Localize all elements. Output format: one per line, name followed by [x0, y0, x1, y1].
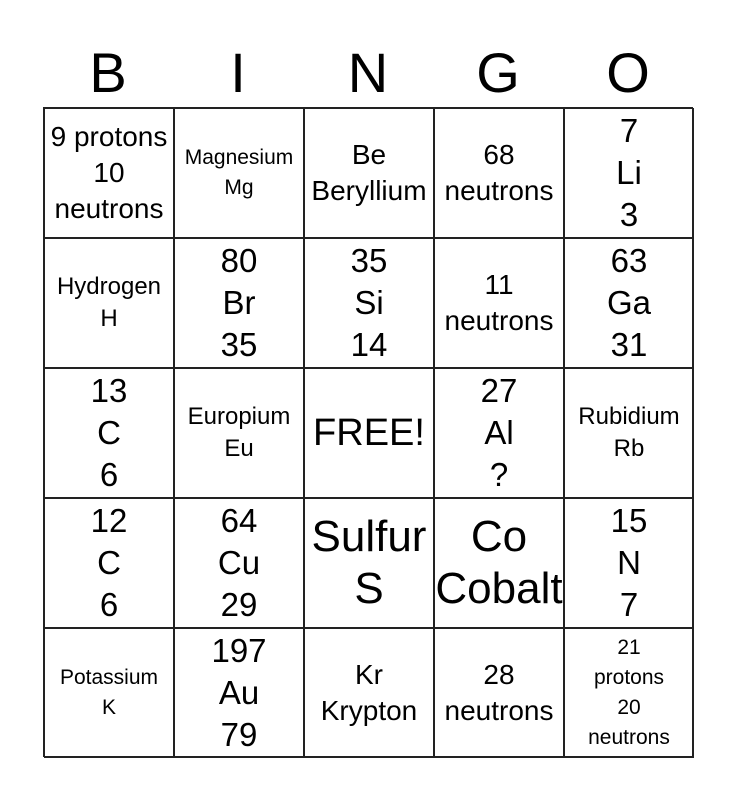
- bingo-cell[interactable]: [174, 238, 304, 368]
- bingo-cell[interactable]: [44, 108, 174, 238]
- cell-text-line: 3: [619, 196, 639, 233]
- cell-text-line: Kr: [355, 659, 383, 690]
- header-letter-g: G: [476, 41, 520, 104]
- bingo-cell[interactable]: [434, 498, 564, 628]
- cell-text-line: neutrons: [444, 175, 554, 206]
- cell-text-line: 35: [220, 326, 258, 363]
- bingo-cell[interactable]: [44, 368, 174, 498]
- header-letter-o: O: [606, 41, 650, 104]
- cell-text-line: Rubidium: [578, 403, 680, 430]
- cell-text-line: 7: [619, 586, 639, 623]
- free-space-cell[interactable]: [304, 368, 434, 498]
- bingo-cell[interactable]: [434, 368, 564, 498]
- cell-text-line: Cu: [217, 544, 261, 581]
- cell-text-line: Krypton: [320, 695, 418, 726]
- cell-text-line: Si: [354, 284, 384, 321]
- cell-text-line: 6: [99, 586, 119, 623]
- cell-text-line: 12: [90, 502, 128, 539]
- cell-text-line: 20: [617, 696, 641, 719]
- cell-text-line: 7: [619, 112, 639, 149]
- header-letter-i: I: [230, 41, 246, 104]
- cell-text-line: 21: [617, 636, 641, 659]
- cell-text-line: Mg: [224, 176, 254, 199]
- cell-text-line: ?: [489, 456, 509, 493]
- cell-text-line: Europium: [187, 403, 291, 430]
- cell-text-line: 14: [350, 326, 388, 363]
- cell-text-line: 63: [610, 242, 648, 279]
- cell-text-line: 15: [610, 502, 648, 539]
- bingo-cell[interactable]: [434, 628, 564, 758]
- cell-text-line: 13: [90, 372, 128, 409]
- cell-text-line: Au: [218, 674, 260, 711]
- cell-text-line: Sulfur: [311, 512, 427, 561]
- cell-text-line: 28: [483, 659, 515, 690]
- cell-text-line: neutrons: [588, 726, 670, 749]
- cell-text-line: Br: [222, 284, 256, 321]
- header-letter-n: N: [347, 41, 389, 104]
- cell-text-line: 64: [220, 502, 258, 539]
- bingo-cell[interactable]: [564, 628, 694, 758]
- cell-text-line: 11: [484, 269, 514, 300]
- cell-text-line: Rb: [613, 435, 645, 462]
- cell-text-line: Beryllium: [311, 175, 427, 206]
- cell-text-line: neutrons: [444, 305, 554, 336]
- bingo-cell[interactable]: [174, 368, 304, 498]
- header-letter-b: B: [89, 41, 127, 104]
- cell-text-line: H: [100, 305, 118, 332]
- cell-text-line: Potassium: [59, 666, 159, 689]
- cell-text-line: Ga: [606, 284, 652, 321]
- cell-text-line: neutrons: [444, 695, 554, 726]
- cell-text-line: 68: [483, 139, 515, 170]
- bingo-cell[interactable]: [304, 238, 434, 368]
- bingo-cell[interactable]: [564, 238, 694, 368]
- cell-text-line: 9 protons: [50, 121, 168, 152]
- cell-text-line: 6: [99, 456, 119, 493]
- bingo-cell[interactable]: [434, 108, 564, 238]
- bingo-grid: [43, 107, 693, 757]
- bingo-cell[interactable]: [304, 628, 434, 758]
- cell-text-line: 79: [220, 716, 258, 753]
- bingo-cell[interactable]: [44, 238, 174, 368]
- cell-text-line: Cobalt: [435, 564, 563, 613]
- bingo-cell[interactable]: [434, 238, 564, 368]
- cell-text-line: N: [617, 544, 641, 581]
- cell-text-line: K: [101, 696, 116, 719]
- cell-text-line: Magnesium: [184, 146, 294, 169]
- cell-text-line: protons: [593, 666, 665, 689]
- cell-text-line: Hydrogen: [56, 273, 162, 300]
- bingo-cell[interactable]: [304, 498, 434, 628]
- cell-text-line: 29: [220, 586, 258, 623]
- cell-text-line: Co: [470, 512, 528, 561]
- cell-text-line: S: [354, 564, 384, 613]
- bingo-cell[interactable]: [564, 498, 694, 628]
- bingo-header: [43, 40, 693, 106]
- cell-text-line: C: [97, 414, 121, 451]
- cell-text-line: 10: [93, 157, 125, 188]
- bingo-cell[interactable]: [174, 498, 304, 628]
- bingo-cell[interactable]: [564, 368, 694, 498]
- cell-text-line: 31: [610, 326, 648, 363]
- bingo-cell[interactable]: [44, 498, 174, 628]
- cell-text-line: Li: [616, 154, 642, 191]
- bingo-cell[interactable]: [174, 108, 304, 238]
- bingo-cell[interactable]: [174, 628, 304, 758]
- bingo-cell[interactable]: [564, 108, 694, 238]
- cell-text-line: FREE!: [313, 412, 425, 454]
- cell-text-line: 80: [220, 242, 258, 279]
- cell-text-line: neutrons: [54, 193, 164, 224]
- bingo-cell[interactable]: [304, 108, 434, 238]
- cell-text-line: C: [97, 544, 121, 581]
- cell-text-line: 27: [480, 372, 518, 409]
- cell-text-line: 197: [211, 632, 267, 669]
- bingo-cell[interactable]: [44, 628, 174, 758]
- cell-text-line: Be: [351, 139, 387, 170]
- cell-text-line: Al: [484, 414, 514, 451]
- cell-text-line: 35: [350, 242, 388, 279]
- cell-text-line: Eu: [224, 435, 254, 462]
